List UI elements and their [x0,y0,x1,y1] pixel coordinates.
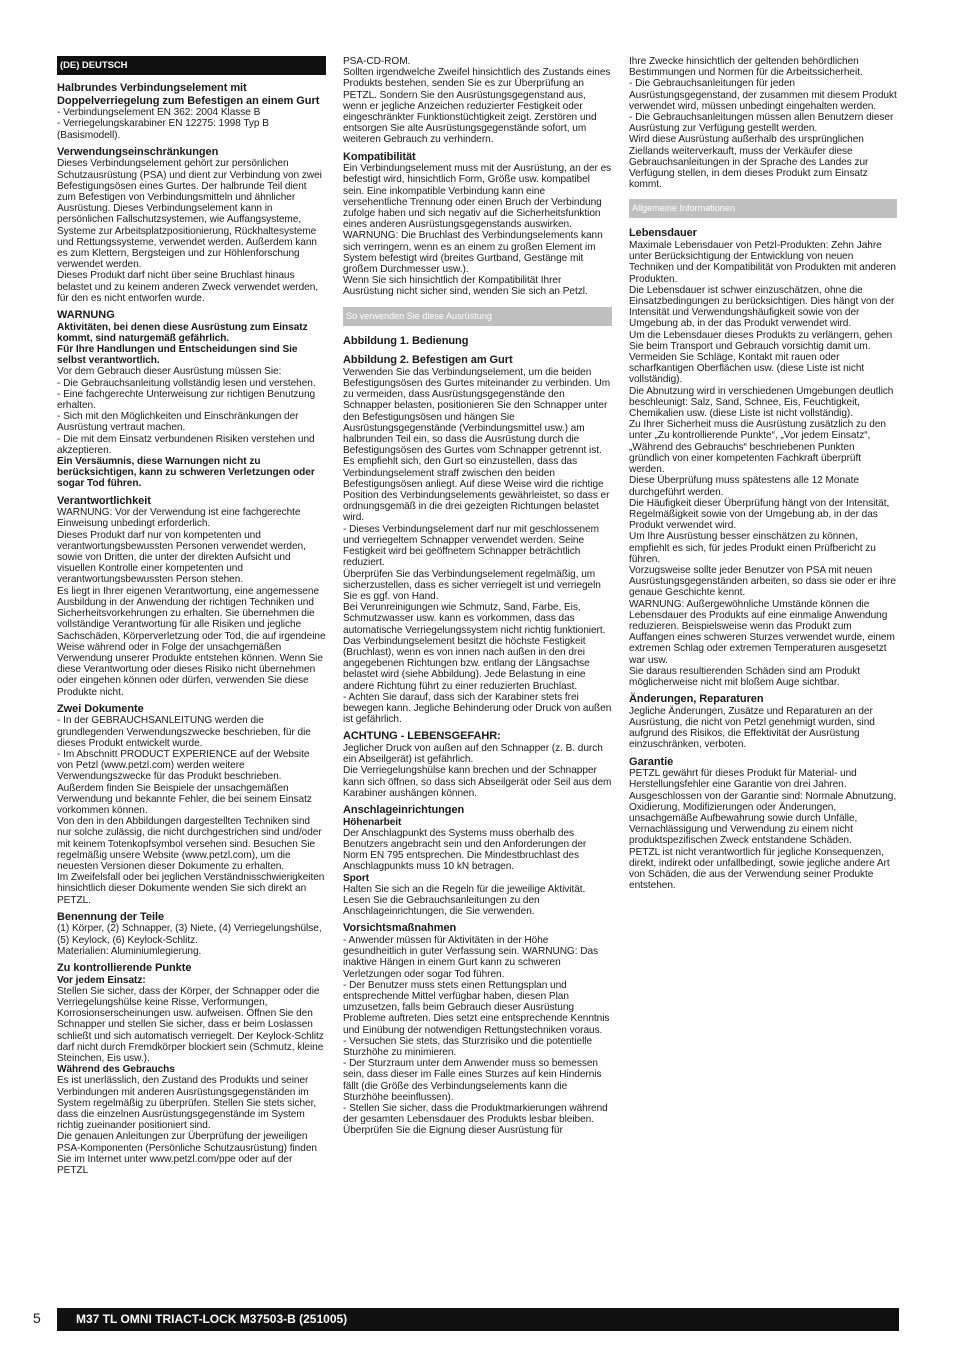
warnung-bold-2: Ein Versäumnis, diese Warnungen nicht zu berücksichtigen, kann zu schweren Verletzungen oder sogar Tod führen. [57,456,315,490]
text-intro-col2: PSA-CD-ROM. Sollten irgendwelche Zweifel hinsichtlich des Zustands eines Produkts bestehen, senden Sie es zur Überprüfung an PETZL. Sondern Sie den Ausrüstungsgegenstand aus, wenn er jegliche Anzeichen reduzierter Festigkeit oder eingeschränkter Funktionstüchtigkeit zeigt. Zerstören und entsorgen Sie alte Ausrüstungsgegenstände sofort, um weiteren Gebrauch zu verhindern. [343,56,611,146]
text-hoehenarbeit: Der Anschlagpunkt des Systems muss oberhalb des Benutzers angebracht sein und den Anforderungen der Norm EN 795 entsprechen. Die Mindestbruchlast des Anschlagpunkts muss 10 kN betragen. [343,827,587,873]
product-standards: - Verbindungselement EN 362: 2004 Klasse B - Verriegelungskarabiner EN 12275: 1998 Typ B (Basismodell). [57,107,269,141]
subheading-waehrend: Während des Gebrauchs [57,1064,175,1076]
section-bar-verwendung: So verwenden Sie diese Ausrüstung [343,307,612,326]
footer-title: M37 TL OMNI TRIACT-LOCK M37503-B (251005) [76,1312,348,1326]
text-abbildung-2: Verwenden Sie das Verbindungselement, um die beiden Befestigungsösen des Gurtes miteinander zu verbinden. Um zu vermeiden, dass Ausrüstungsgegenstände den Schnapper belasten, positionieren Sie den Schnapper unter den Befestigungsösen und hängen Sie Ausrüstungsgegenstände (Verbindungsmittel usw.) am halbrunden Teil ein, so dass die Ausrüstung durch die Befestigungsösen des Gurtes vom Schnapper getrennt ist. Es empfiehlt sich, den Gurt so einzustellen, dass das Verbindungselement straff zwischen den beiden Befestigungsösen anliegt. Auf diese Weise wird die richtige Position des Verbindungselements gewährleistet, so dass er ordnungsgemäß in die drei gezeigten Richtungen belastet wird. - Dieses Verbindungselement darf nur mit geschlossenem und verriegeltem Schnapper verwendet werden. Seine Festigkeit wird bei geöffnetem Schnapper beträchtlich reduziert. Überprüfen Sie das Verbindungselement regelmäßig, um sicherzustellen, dass es sicher verriegelt ist und verriegeln Sie es ggf. von Hand. Bei Verunreinigungen wie Schmutz, Sand, Farbe, Eis, Schmutzwasser usw. kann es vorkommen, dass das automatische Verriegelungssystem nicht richtig funktioniert. Das Verbindungselement besitzt die höchste Festigkeit (Bruchlast), wenn es von innen nach außen in den drei angegebenen Richtungen bzw. entlang der Längsachse belastet wird (siehe Abbildung). Jede Belastung in eine andere Richtung führt zu einer reduzierten Bruchlast. - Achten Sie darauf, dass sich der Karabiner stets frei bewegen kann. Jegliche Behinderung oder Druck von außen ist gefährlich. [343,366,612,726]
heading-aenderungen: Änderungen, Reparaturen [629,693,764,706]
heading-teile: Benennung der Teile [57,910,165,923]
heading-verantwortlichkeit: Verantwortlichkeit [57,494,151,507]
heading-warnung: WARNUNG [57,309,115,322]
text-lebensdauer: Maximale Lebensdauer von Petzl-Produkten: Zehn Jahre unter Berücksichtigung der Entwicklung von neuen Techniken und der Kompatibilität von Produkten mit anderen Produkten. Die Lebensdauer ist schwer einzuschätzen, ohne die Einsatzbedingungen zu berücksichtigen. Dies hängt von der Intensität und Verwendungshäufigkeit sowie von der Umgebung ab, in der das Produkt verwendet wird. Um die Lebensdauer dieses Produkts zu verlängern, gehen Sie beim Transport und Gebrauch vorsichtig damit um. Vermeiden Sie Schläge, Kontakt mit rauen oder scharfkantigen Oberflächen usw. (diese Liste ist nicht vollständig). Die Abnutzung wird in verschiedenen Umgebungen deutlich beschleunigt: Salz, Sand, Schnee, Eis, Feuchtigkeit, Chemikalien usw. (diese Liste ist nicht vollständig). Zu Ihrer Sicherheit muss die Ausrüstung zusätzlich zu den unter „Zu kontrollierende Punkte“, „Vor jedem Einsatz“, „Während des Gebrauchs“ beschriebenen Punkten gründlich von einer kompetenten Fachkraft überprüft werden. Diese Überprüfung muss spätestens alle 12 Monate durchgeführt werden. Die Häufigkeit dieser Überprüfung hängt von der Intensität, Regelmäßigkeit sowie von der Umgebung ab, in der das Produkt verwendet wird. Um Ihre Ausrüstung besser einschätzen zu können, empfiehlt es sich, für jedes Produkt einen Prüfbericht zu führen. Vorzugsweise sollte jeder Benutzer von PSA mit neuen Ausrüstungsgegenständen arbeiten, so dass sie oder er ihre genaue Geschichte kennt. WARNUNG: Außergewöhnliche Umstände können die Lebensdauer des Produkts auf eine einmalige Anwendung reduzieren. Beispielsweise wenn das Produkt zum Auffangen eines schweren Sturzes verwendet wurde, einem extremen Schlag oder extremen Temperaturen ausgesetzt war usw. Sie daraus resultierenden Schäden sind am Produkt möglicherweise nicht mit bloßem Auge sichtbar. [629,240,897,688]
subheading-sport: Sport [343,872,370,884]
subheading-hoehenarbeit: Höhenarbeit [343,816,402,828]
heading-kompatibilitaet: Kompatibilität [343,150,416,163]
product-title: Halbrundes Verbindungselement mit Doppelverriegelung zum Befestigen an einem Gurt [57,82,320,107]
heading-vorsicht: Vorsichtsmaßnahmen [343,922,457,935]
column-2 [343,56,612,1137]
subheading-vor-einsatz: Vor jedem Einsatz: [57,974,146,986]
text-warnung: Vor dem Gebrauch dieser Ausrüstung müssen Sie: - Die Gebrauchsanleitung vollständig lesen und verstehen. - Eine fachgerechte Unterweisung zur richtigen Benutzung erhalten. - Sich mit den Möglichkeiten und Einschränkungen der Ausrüstung vertraut machen. - Die mit dem Einsatz verbundenen Risiken verstehen und akzeptieren. [57,366,316,456]
text-dokumente: - In der GEBRAUCHSANLEITUNG werden die grundlegenden Verwendungszwecke beschrieben, für die dieses Produkt entwickelt wurde. - Im Abschnitt PRODUCT EXPERIENCE auf der Website von Petzl (www.petzl.com) werden weitere Verwendungszwecke für das Produkt beschrieben. Außerdem finden Sie Beispiele der unsachgemäßen Verwendung und bekannte Fehler, die bei seinem Einsatz vorkommen können. Von den in den Abbildungen dargestellten Techniken sind nur solche zulässig, die nicht durchgestrichen sind und/oder mit keinem Totenkopfsymbol versehen sind. Besuchen Sie regelmäßig unsere Website (www.petzl.com), um die neuesten Versionen dieser Dokumente zu erhalten. Im Zweifelsfall oder bei jeglichen Verständnisschwierigkeiten hinsichtlich dieser Dokumente wenden Sie sich direkt an PETZL. [57,715,325,906]
heading-abbildung-1: Abbildung 1. Bedienung [343,334,469,347]
text-vorsicht: - Anwender müssen für Aktivitäten in der Höhe gesundheitlich in guter Verfassung sein. WARNUNG: Das inaktive Hängen in einem Gurt kann zu schweren Verletzungen oder sogar Tod führen. - Der Benutzer muss stets einen Rettungsplan und entsprechende Mittel verfügbar haben, diesen Plan umzusetzen, falls beim Gebrauch dieser Ausrüstung Probleme auftreten. Dies setzt eine entsprechende Kenntnis und Einübung der notwendigen Rettungstechniken voraus. - Versuchen Sie stets, das Sturzrisiko und die potentielle Sturzhöhe zu minimieren. - Der Sturzraum unter dem Anwender muss so bemessen sein, dass dieser im Falle eines Sturzes auf kein Hindernis fällt (die Größe des Verbindungselements kann die Sturzhöhe beeinflussen). - Stellen Sie sicher, dass die Produktmarkierungen während der gesamten Lebensdauer des Produkts lesbar bleiben. Überprüfen Sie die Eignung dieser Ausrüstung für [343,934,610,1137]
heading-punkte: Zu kontrollierende Punkte [57,961,192,974]
heading-lebensdauer: Lebensdauer [629,227,697,240]
text-aenderungen: Jegliche Änderungen, Zusätze und Reparaturen an der Ausrüstung, die nicht von Petzl genehmigt wurden, sind aufgrund des Risikos, die Effektivität der Ausrüstung einzuschränken, verboten. [629,705,875,751]
text-teile: (1) Körper, (2) Schnapper, (3) Niete, (4) Verriegelungshülse, (5) Keylock, (6) Keylock-Schlitz. Materialien: Aluminiumlegierung. [57,923,322,957]
heading-achtung: ACHTUNG - LEBENSGEFAHR: [343,730,501,743]
text-verantwortlichkeit: WARNUNG: Vor der Verwendung ist eine fachgerechte Einweisung unbedingt erforderlich. Dieses Produkt darf nur von kompetenten und verantwortungsbewussten Personen verwendet werden, sowie von Dritten, die unter der direkten Aufsicht und visuellen Kontrolle einer kompetenten und verantwortungsbewussten Person stehen. Es liegt in Ihrer eigenen Verantwortung, eine angemessene Ausbildung in der Anwendung der richtigen Techniken und Sicherheitsvorkehrungen zu erhalten. Sie übernehmen die vollständige Verantwortung für alle Risiken und jegliche Sachschäden, Körperverletzung oder Tod, die auf irgendeine Weise während oder in Folge der unsachgemäßen Verwendung unserer Produkte entstehen können. Wenn Sie diese Verantwortung oder dieses Risiko nicht übernehmen oder eingehen können oder dürfen, verwenden Sie diese Produkte nicht. [57,507,326,698]
text-vor-einsatz: Stellen Sie sicher, dass der Körper, der Schnapper oder die Verriegelungshülse keine Risse, Verformungen, Korrosionserscheinungen usw. aufweisen. Öffnen Sie den Schnapper und stellen Sie sicher, dass er beim Loslassen schließt und sich automatisch verriegelt. Der Keylock-Schlitz darf nicht durch Fremdkörper blockiert sein (Schmutz, kleine Steinchen, Eis usw.). [57,985,324,1064]
heading-garantie: Garantie [629,755,674,768]
text-achtung: Jeglicher Druck von außen auf den Schnapper (z. B. durch ein Abseilgerät) ist gefährlich. Die Verriegelungshülse kann brechen und der Schnapper kann sich öffnen, so dass sich Abseilgerät oder Seil aus dem Karabiner aushängen können. [343,742,612,799]
text-kompatibilitaet: Ein Verbindungselement muss mit der Ausrüstung, an der es befestigt wird, hinsichtlich Form, Größe usw. kompatibel sein. Eine inkompatible Verbindung kann eine versehentliche Trennung oder einen Bruch der Verbindung zufolge haben und sich negativ auf die Sicherheitsfunktion eines anderen Ausrüstungsgegenstands auswirken. WARNUNG: Die Bruchlast des Verbindungselements kann sich verringern, wenn es an einem zu großen Element im System befestigt wird (breites Gurtband, Gestänge mit großem Durchmesser usw.). Wenn Sie sich hinsichtlich der Kompatibilität Ihrer Ausrüstung nicht sicher sind, wenden Sie sich an Petzl. [343,163,612,298]
heading-anschlag: Anschlageinrichtungen [343,803,465,816]
text-garantie: PETZL gewährt für dieses Produkt für Material- und Herstellungsfehler eine Garantie von drei Jahren. Ausgeschlossen von der Garantie sind: Normale Abnutzung, Oxidierung, Modifizierungen oder Änderungen, unsachgemäße Aufbewahrung sowie durch Unfälle, Vernachlässigung und Verwendung zu einem nicht produktspezifischen Zweck entstandene Schäden. PETZL ist nicht verantwortlich für jegliche Konsequenzen, direkt, indirekt oder unfallbedingt, sowie jegliche andere Art von Schäden, die aus der Verwendung seiner Produkte entstehen. [629,768,897,892]
warnung-bold: Aktivitäten, bei denen diese Ausrüstung zum Einsatz kommt, sind naturgemäß gefährlich. Für Ihre Handlungen und Entscheidungen sind Sie selbst verantwortlich. [57,321,308,367]
text-sport: Halten Sie sich an die Regeln für die jeweilige Aktivität. Lesen Sie die Gebrauchsanleitungen zu den Anschlageinrichtungen, die Sie verwenden. [343,883,586,918]
column-1 [57,56,326,1176]
language-label: (DE) DEUTSCH [57,56,326,75]
section-bar-allgemein: Allgemeine Informationen [629,199,897,218]
text-waehrend: Es ist unerlässlich, den Zustand des Produkts und seiner Verbindungen mit anderen Ausrüstungsgegenständen im System regelmäßig zu überprüfen. Stellen Sie stets sicher, dass die einzelnen Ausrüstungsgegenstände im System richtig zueinander positioniert sind. Die genauen Anleitungen zur Überprüfung der jeweiligen PSA-Komponenten (Persönliche Schutzausrüstung) finden Sie im Internet unter www.petzl.com/ppe oder auf der PETZL [57,1075,317,1177]
heading-abbildung-2: Abbildung 2. Befestigen am Gurt [343,354,513,367]
column-3 [629,56,897,891]
page-number: 5 [33,1310,41,1326]
text-einschraenkungen: Dieses Verbindungselement gehört zur persönlichen Schutzausrüstung (PSA) und dient zur Verbindung von zwei Befestigungsösen eines Gurtes. Der halbrunde Teil dient zum Befestigen von Verbindungsmitteln und ähnlicher Ausrüstung. Dieses Verbindungselement kann in persönlichen Fallschutzsystemen, wie Auffangsysteme, Systeme zur Arbeitsplatzpositionierung, Rückhaltesysteme und Rettungssysteme, verwendet werden. Außerdem kann es zum Klettern, Bergsteigen und zur Höhlenforschung verwendet werden. Dieses Produkt darf nicht über seine Bruchlast hinaus belastet und zu keinem anderen Zweck verwendet werden, für den es nicht entworfen wurde. [57,158,322,304]
heading-dokumente: Zwei Dokumente [57,702,144,715]
text-intro-col3: Ihre Zwecke hinsichtlich der geltenden behördlichen Bestimmungen und Normen für die Arbeitssicherheit. - Die Gebrauchsanleitungen für jeden Ausrüstungsgegenstand, der zusammen mit diesem Produkt verwendet wird, müssen unbedingt eingehalten werden. - Die Gebrauchsanleitungen müssen allen Benutzern dieser Ausrüstung zur Verfügung gestellt werden. Wird diese Ausrüstung außerhalb des ursprünglichen Ziellands weiterverkauft, muss der Verkäufer diese Gebrauchsanleitungen in der Sprache des Landes zur Verfügung stellen, in dem dieses Produkt zum Einsatz kommt. [629,56,897,191]
footer-bar [57,1308,899,1331]
heading-einschraenkungen: Verwendungseinschränkungen [57,145,219,158]
